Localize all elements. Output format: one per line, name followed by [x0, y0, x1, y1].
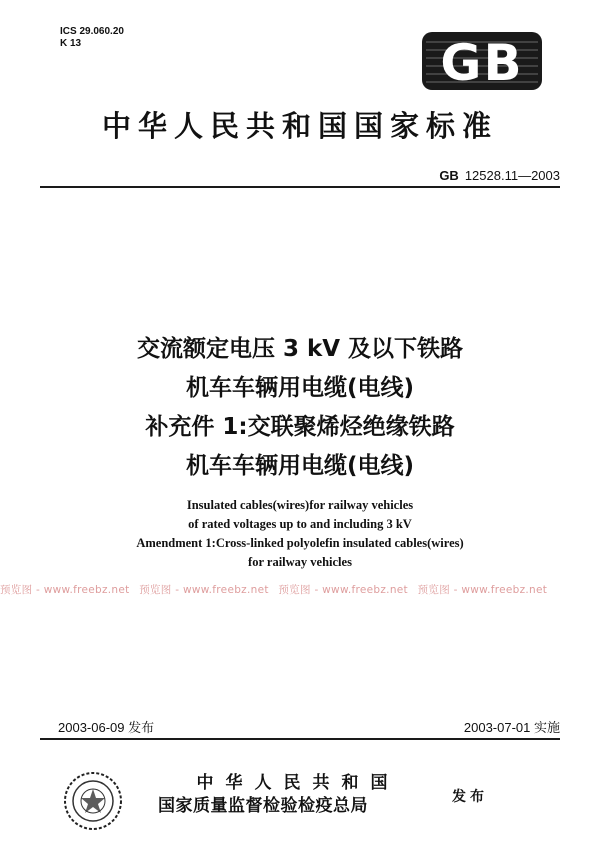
category-code: K 13 [60, 38, 82, 49]
english-title [0, 496, 600, 572]
standard-number-prefix: GB [439, 168, 459, 183]
implementation-date: 2003-07-01 实施 [463, 720, 560, 735]
gb-logo-text: GB [440, 34, 524, 92]
english-title-line-3: Amendment 1:Cross-linked polyolefin insulated cables(wires) [136, 536, 464, 550]
issuer-seal-icon [62, 770, 124, 832]
standard-number-value: 12528.11—2003 [464, 168, 560, 183]
standard-type-title: 中华人民共和国国家标准 [101, 109, 498, 143]
chinese-title-line-1: 交流额定电压 3 kV 及以下铁路 [136, 336, 464, 362]
issuer-country: 中华人民共和国 [196, 773, 400, 793]
standard-number [360, 168, 560, 184]
footer-divider [40, 738, 560, 740]
gb-logo [418, 30, 546, 92]
chinese-title [0, 330, 600, 486]
english-title-line-4: for railway vehicles [248, 555, 352, 569]
watermark-segment: 预览图 - www.freebz.net [0, 584, 130, 596]
issuer-block [158, 772, 458, 818]
chinese-title-line-4: 机车车辆用电缆(电线) [185, 453, 415, 479]
issuer-agency: 国家质量监督检验检疫总局 [158, 796, 368, 816]
publish-label: 发布 [452, 789, 488, 805]
ics-classification [60, 26, 124, 50]
watermark-segment: 预览图 - www.freebz.net [278, 584, 408, 596]
watermark-segment: 预览图 - www.freebz.net [139, 584, 269, 596]
watermark-segment: 预览图 - www.freebz.net [417, 584, 548, 596]
preview-watermark [0, 580, 600, 600]
english-title-line-2: of rated voltages up to and including 3 kV [188, 517, 412, 531]
ics-code: ICS 29.060.20 [60, 26, 124, 37]
header-divider [40, 186, 560, 188]
chinese-title-line-2: 机车车辆用电缆(电线) [185, 375, 415, 401]
chinese-title-line-3: 补充件 1:交联聚烯烃绝缘铁路 [145, 414, 455, 440]
issue-date: 2003-06-09 发布 [58, 720, 155, 735]
english-title-line-1: Insulated cables(wires)for railway vehicles [186, 498, 414, 512]
